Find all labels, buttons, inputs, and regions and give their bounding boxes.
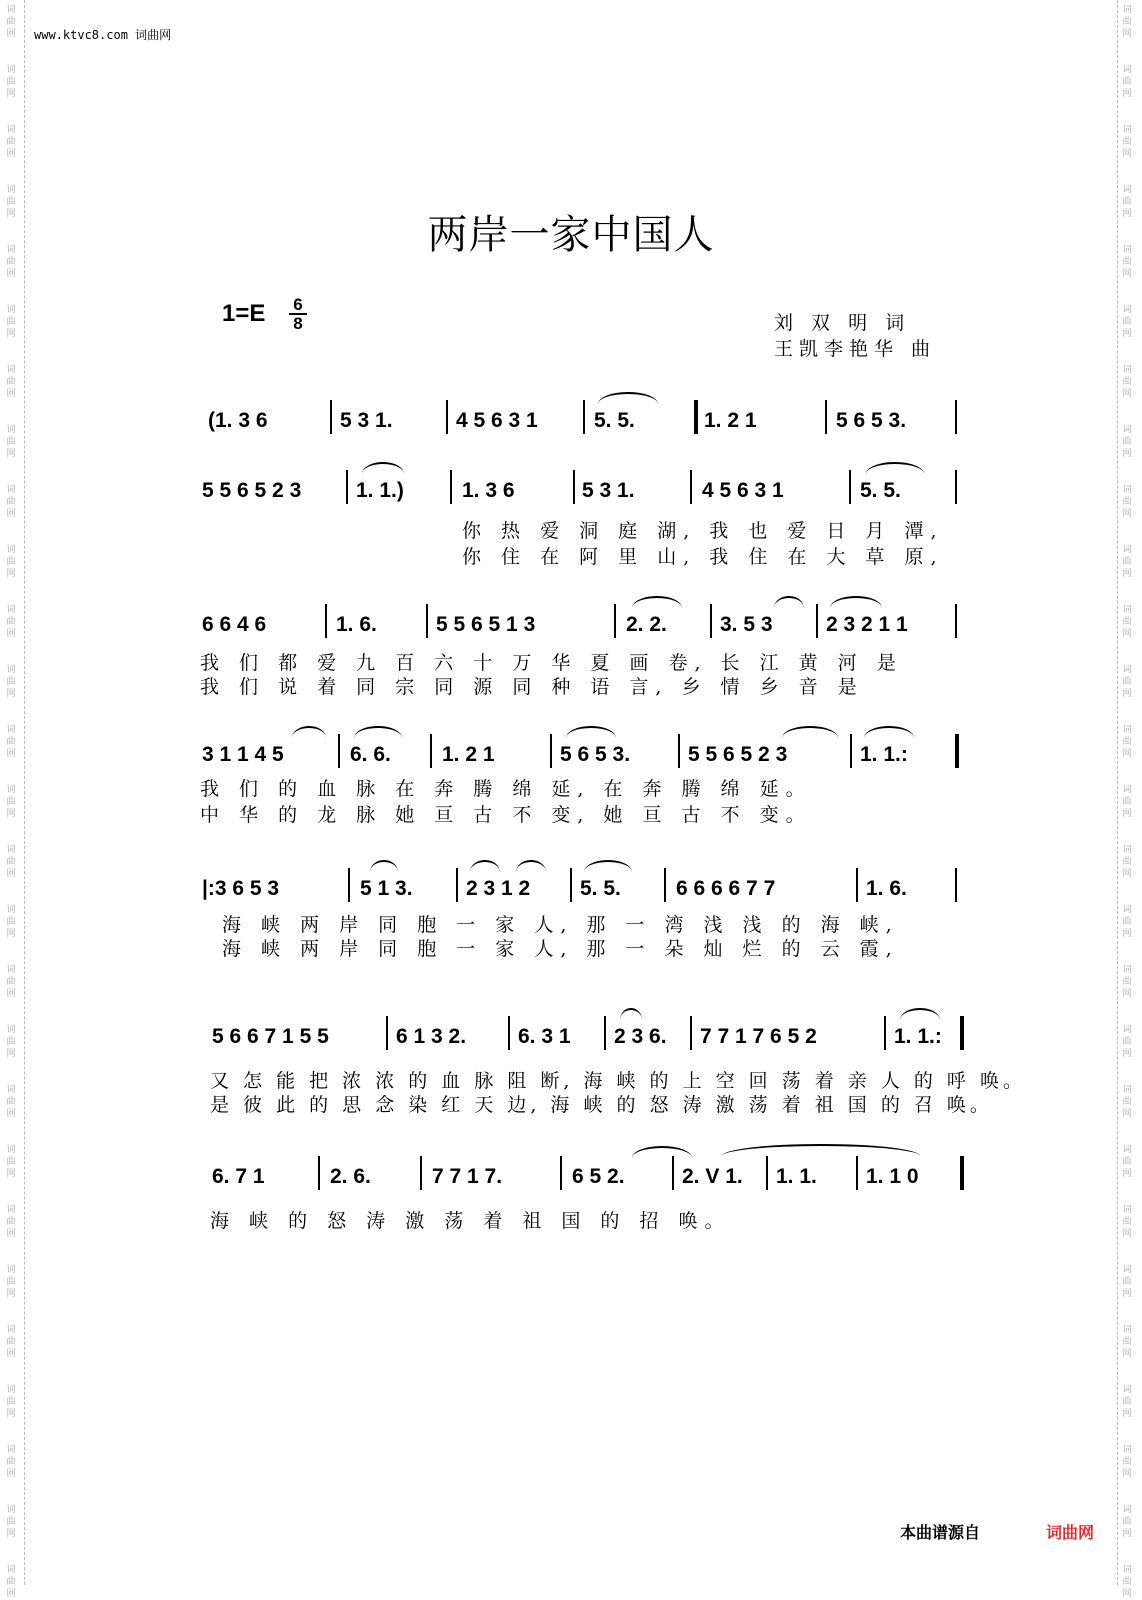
watermark-text: 词 曲 网	[1122, 845, 1132, 879]
barline	[604, 1016, 606, 1050]
measure: 5 3 1.	[340, 409, 393, 432]
barline	[955, 868, 957, 902]
tie-arc	[774, 596, 804, 608]
lyric-verse-2: 是 彼 此 的 思 念 染 红 天 边, 海 峡 的 怒 涛 激 荡 着 祖 国 的 召 唤。	[210, 1094, 993, 1116]
watermark-text: 词 曲 网	[1122, 545, 1132, 579]
barline	[850, 734, 852, 768]
measure: 2 3 1 2	[466, 877, 531, 900]
watermark-text: 词 曲 网	[6, 1325, 16, 1359]
watermark-text: 词 曲 网	[6, 365, 16, 399]
measure: |:3 6 5 3	[202, 877, 280, 900]
source-label: 本曲谱源自	[900, 1523, 981, 1542]
watermark-text: 词 曲 网	[6, 545, 16, 579]
watermark-text: 词 曲 网	[6, 1565, 16, 1599]
source-site-link[interactable]: 词曲网	[1046, 1523, 1095, 1542]
watermark-text: 词 曲 网	[6, 845, 16, 879]
song-title: 两岸一家中国人	[427, 212, 715, 258]
measure: (1. 3 6	[208, 409, 268, 432]
barline	[884, 1016, 886, 1050]
barline	[583, 400, 585, 434]
time-signature	[289, 296, 307, 332]
measure: 5 5 6 5 1 3	[436, 613, 536, 636]
barline	[508, 1016, 510, 1050]
barline	[664, 868, 666, 902]
time-signature-top: 6	[293, 295, 303, 314]
measure: 6 1 3 2.	[396, 1025, 467, 1048]
watermark-text: 词 曲 网	[6, 125, 16, 159]
composer-credit: 王凯李艳华 曲	[774, 338, 937, 360]
measure: 5 6 6 7 1 5 5	[212, 1025, 329, 1048]
measure: 2. 6.	[330, 1165, 371, 1188]
site-url[interactable]: www.ktvc8.com 词曲网	[34, 28, 172, 42]
watermark-text: 词 曲 网	[1122, 365, 1132, 399]
watermark-text: 词 曲 网	[1122, 1145, 1132, 1179]
watermark-text: 词 曲 网	[6, 1265, 16, 1299]
repeat-end-barline	[960, 1016, 964, 1050]
watermark-text: 词 曲 网	[6, 665, 16, 699]
measure: 1. 1.)	[356, 479, 404, 502]
watermark-text: 词 曲 网	[6, 1505, 16, 1539]
watermark-text: 词 曲 网	[1122, 125, 1132, 159]
watermark-text: 词 曲 网	[6, 485, 16, 519]
barline	[955, 400, 957, 434]
lyric-verse-1: 我 们 都 爱 九 百 六 十 万 华 夏 画 卷, 长 江 黄 河 是	[200, 652, 903, 674]
tie-arc	[292, 726, 326, 738]
watermark-text: 词 曲 网	[6, 1145, 16, 1179]
measure: 6 5 2.	[572, 1165, 625, 1188]
barline	[825, 400, 827, 434]
watermark-text: 词 曲 网	[1122, 485, 1132, 519]
watermark-text: 词 曲 网	[1122, 1565, 1132, 1599]
measure: 5 5 6 5 2 3	[688, 743, 788, 766]
repeat-start-barline	[694, 400, 698, 434]
lyric-verse-2: 我 们 说 着 同 宗 同 源 同 种 语 言, 乡 情 乡 音 是	[200, 676, 864, 698]
watermark-text: 词 曲 网	[6, 1385, 16, 1419]
measure: 1. 2 1	[442, 743, 495, 766]
measure: 6 6 6 6 7 7	[676, 877, 776, 900]
barline	[560, 1156, 562, 1190]
watermark-text: 词 曲 网	[1122, 425, 1132, 459]
measure: 5 3 1.	[582, 479, 635, 502]
measure: 1. 1.:	[860, 743, 908, 766]
measure: 2 3 2 1 1	[826, 613, 908, 636]
measure: 5. 5.	[860, 479, 901, 502]
measure: 7 7 1 7.	[432, 1165, 503, 1188]
watermark-text: 词 曲 网	[6, 5, 16, 39]
measure: 2. 2.	[626, 613, 667, 636]
barline	[318, 1156, 320, 1190]
watermark-text: 词 曲 网	[1122, 1205, 1132, 1239]
watermark-text: 词 曲 网	[6, 305, 16, 339]
barline	[672, 1156, 674, 1190]
watermark-text: 词 曲 网	[6, 1085, 16, 1119]
lyric-verse-1: 海 峡 的 怒 涛 激 荡 着 祖 国 的 招 唤。	[210, 1210, 731, 1232]
barline	[678, 734, 680, 768]
barline	[690, 470, 692, 504]
measure: 1. 1.:	[894, 1025, 942, 1048]
measure: 5. 5.	[594, 409, 635, 432]
measure: 5 6 5 3.	[560, 743, 631, 766]
measure: 4 5 6 3 1	[702, 479, 784, 502]
watermark-text: 词 曲 网	[6, 425, 16, 459]
watermark-text: 词 曲 网	[1122, 5, 1132, 39]
watermark-text: 词 曲 网	[1122, 785, 1132, 819]
watermark-text: 词 曲 网	[1122, 305, 1132, 339]
measure: 1. 1.	[776, 1165, 817, 1188]
time-signature-bottom: 8	[289, 313, 307, 332]
barline	[420, 1156, 422, 1190]
barline	[856, 1156, 858, 1190]
watermark-text: 词 曲 网	[1122, 1325, 1132, 1359]
watermark-text: 词 曲 网	[1122, 1085, 1132, 1119]
watermark-text: 词 曲 网	[6, 965, 16, 999]
lyric-verse-1: 又 怎 能 把 浓 浓 的 血 脉 阻 断, 海 峡 的 上 空 回 荡 着 亲 人 的 呼 唤。	[210, 1070, 1026, 1092]
measure: 5. 5.	[580, 877, 621, 900]
measure: 3 1 1 4 5	[202, 743, 284, 766]
barline	[614, 604, 616, 638]
watermark-text: 词 曲 网	[6, 1025, 16, 1059]
watermark-text: 词 曲 网	[1122, 245, 1132, 279]
watermark-text: 词 曲 网	[6, 65, 16, 99]
barline	[955, 470, 957, 504]
measure: 3. 5 3	[720, 613, 773, 636]
barline	[816, 604, 818, 638]
watermark-text: 词 曲 网	[1122, 665, 1132, 699]
barline	[446, 400, 448, 434]
barline	[570, 868, 572, 902]
lyric-verse-1: 我 们 的 血 脉 在 奔 腾 绵 延, 在 奔 腾 绵 延。	[200, 778, 812, 800]
watermark-text: 词 曲 网	[1122, 1025, 1132, 1059]
lyric-verse-1: 你 热 爱 洞 庭 湖, 我 也 爱 日 月 潭,	[462, 520, 944, 542]
barline	[386, 1016, 388, 1050]
final-barline	[960, 1156, 964, 1190]
barline	[430, 734, 432, 768]
key-signature: 1=E	[222, 300, 266, 327]
barline	[849, 470, 851, 504]
measure: 4 5 6 3 1	[456, 409, 538, 432]
barline	[550, 734, 552, 768]
measure: 6 6 4 6	[202, 613, 267, 636]
measure: 5 6 5 3.	[836, 409, 907, 432]
measure: 6. 3 1	[518, 1025, 571, 1048]
watermark-text: 词 曲 网	[6, 725, 16, 759]
watermark-text: 词 曲 网	[1122, 605, 1132, 639]
watermark-text: 词 曲 网	[6, 185, 16, 219]
barline	[766, 1156, 768, 1190]
barline	[348, 868, 350, 902]
watermark-text: 词 曲 网	[1122, 965, 1132, 999]
watermark-text: 词 曲 网	[6, 1445, 16, 1479]
barline	[338, 734, 340, 768]
barline	[573, 470, 575, 504]
lyric-verse-2: 中 华 的 龙 脉 她 亘 古 不 变, 她 亘 古 不 变。	[200, 804, 812, 826]
watermark-text: 词 曲 网	[6, 245, 16, 279]
watermark-text: 词 曲 网	[1122, 65, 1132, 99]
measure: 6. 7 1	[212, 1165, 265, 1188]
watermark-text: 词 曲 网	[1122, 185, 1132, 219]
measure: 1. 3 6	[462, 479, 515, 502]
measure: 7 7 1 7 6 5 2	[700, 1025, 817, 1048]
lyric-verse-1: 海 峡 两 岸 同 胞 一 家 人, 那 一 湾 浅 浅 的 海 峡,	[222, 914, 899, 936]
measure: 5 1 3.	[360, 877, 413, 900]
barline	[330, 400, 332, 434]
measure: 1. 2 1	[704, 409, 757, 432]
watermark-text: 词 曲 网	[1122, 1505, 1132, 1539]
barline	[456, 868, 458, 902]
watermark-text: 词 曲 网	[1122, 1265, 1132, 1299]
barline	[690, 1016, 692, 1050]
watermark-text: 词 曲 网	[1122, 905, 1132, 939]
repeat-end-barline	[955, 734, 959, 768]
measure: 1. 6.	[336, 613, 377, 636]
lyricist-credit: 刘 双 明 词	[774, 312, 911, 334]
watermark-text: 词 曲 网	[6, 605, 16, 639]
barline	[450, 470, 452, 504]
barline	[710, 604, 712, 638]
barline	[325, 604, 327, 638]
measure: 2 3 6.	[614, 1025, 667, 1048]
measure: 5 5 6 5 2 3	[202, 479, 302, 502]
barline	[346, 470, 348, 504]
watermark-text: 词 曲 网	[6, 785, 16, 819]
barline	[856, 868, 858, 902]
barline	[426, 604, 428, 638]
measure: 1. 6.	[866, 877, 907, 900]
watermark-text: 词 曲 网	[1122, 1385, 1132, 1419]
measure: 2. V 1.	[682, 1165, 743, 1188]
watermark-text: 词 曲 网	[6, 905, 16, 939]
barline	[955, 604, 957, 638]
measure: 6. 6.	[350, 743, 391, 766]
lyric-verse-2: 你 住 在 阿 里 山, 我 住 在 大 草 原,	[462, 546, 944, 568]
watermark-text: 词 曲 网	[1122, 725, 1132, 759]
watermark-text: 词 曲 网	[1122, 1445, 1132, 1479]
lyric-verse-2: 海 峡 两 岸 同 胞 一 家 人, 那 一 朵 灿 烂 的 云 霞,	[222, 938, 899, 960]
tie-arc	[782, 726, 838, 738]
measure: 1. 1 0	[866, 1165, 919, 1188]
watermark-text: 词 曲 网	[6, 1205, 16, 1239]
